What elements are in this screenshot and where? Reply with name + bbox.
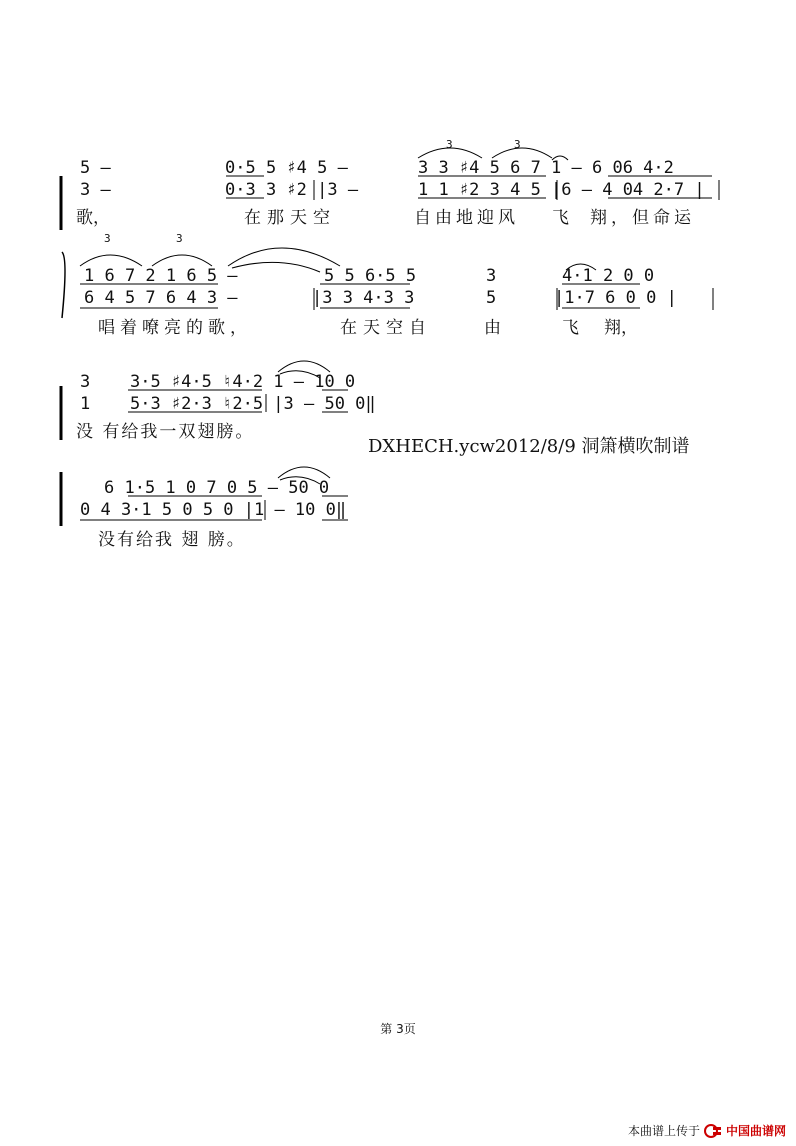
- s2-lower-4: |1·7 6 0 0 |: [554, 288, 677, 308]
- s3-lyric: 没 有给我一双翅膀。: [76, 422, 255, 442]
- s2-upper-2: 5 5 6·5 5: [324, 266, 417, 286]
- s3-upper-2: 3·5 ♯4·5 ♮4·2 1 – 10 0: [130, 372, 356, 392]
- s1-upper-3: 3 3 ♯4 5 6 7 1 – 6 06 4·2: [418, 158, 674, 178]
- s3-lower-2: 5·3 ♯2·3 ♮2·5 |3 – 50 0‖: [130, 394, 376, 414]
- s1-lyric-1: 歌，: [76, 208, 110, 228]
- s1-lyric-5: 翔，但命运: [590, 208, 695, 228]
- s1-lower-1: 3 –: [80, 180, 111, 200]
- s2-triplet-2: 3: [176, 232, 183, 245]
- source-footer: [628, 1122, 786, 1139]
- s1-lyric-4: 飞: [552, 208, 569, 228]
- s4-lyric: 没有给我 翅 膀。: [98, 530, 246, 550]
- s2-lyric-4: 飞: [562, 318, 579, 338]
- s2-lower-3: 5: [486, 288, 497, 308]
- s1-triplet-2: 3: [514, 138, 521, 151]
- s1-lyric-3: 自由地迎风: [414, 208, 519, 228]
- s2-triplet-1: 3: [104, 232, 111, 245]
- page-number: 第 3页: [380, 1022, 416, 1036]
- s2-upper-1: 1 6 7 2 1 6 5 –: [84, 266, 238, 286]
- s1-lower-3: 1 1 ♯2 3 4 5 |6 – 4 04 2·7 |: [418, 180, 705, 200]
- s1-upper-2: 0·5 5 ♯4 5 –: [225, 158, 348, 178]
- credit-line: DXHECH.ycw2012/8/9 洞箫横吹制谱: [368, 436, 690, 457]
- s2-upper-4: 4·1 2 0 0: [562, 266, 655, 286]
- s4-lower: 0 4 3·1 5 0 5 0 |1 – 10 0‖: [80, 500, 347, 520]
- source-label: 本曲谱上传于: [627, 1124, 700, 1138]
- s2-lyric-2: 在天空自: [340, 318, 432, 338]
- s1-triplet-1: 3: [446, 138, 453, 151]
- s3-upper-1: 3: [80, 372, 91, 392]
- source-site[interactable]: 中国曲谱网: [725, 1124, 786, 1138]
- s1-lower-2: 0·3 3 ♯2 |3 –: [225, 180, 359, 200]
- s2-lyric-1: 唱着嘹亮的歌，: [98, 318, 252, 338]
- s2-lyric-5: 翔，: [604, 318, 638, 338]
- s2-lyric-3: 由: [484, 318, 501, 338]
- s2-lower-1: 6 4 5 7 6 4 3 –: [84, 288, 238, 308]
- s4-upper: 6 1·5 1 0 7 0 5 – 50 0: [104, 478, 330, 498]
- site-logo-icon: [704, 1124, 722, 1138]
- s2-upper-3: 3: [486, 266, 497, 286]
- s2-lower-2: |3 3 4·3 3: [312, 288, 415, 308]
- s1-lyric-2: 在那天空: [244, 208, 336, 228]
- s1-upper-1: 5 –: [80, 158, 111, 178]
- s3-lower-1: 1: [80, 394, 91, 414]
